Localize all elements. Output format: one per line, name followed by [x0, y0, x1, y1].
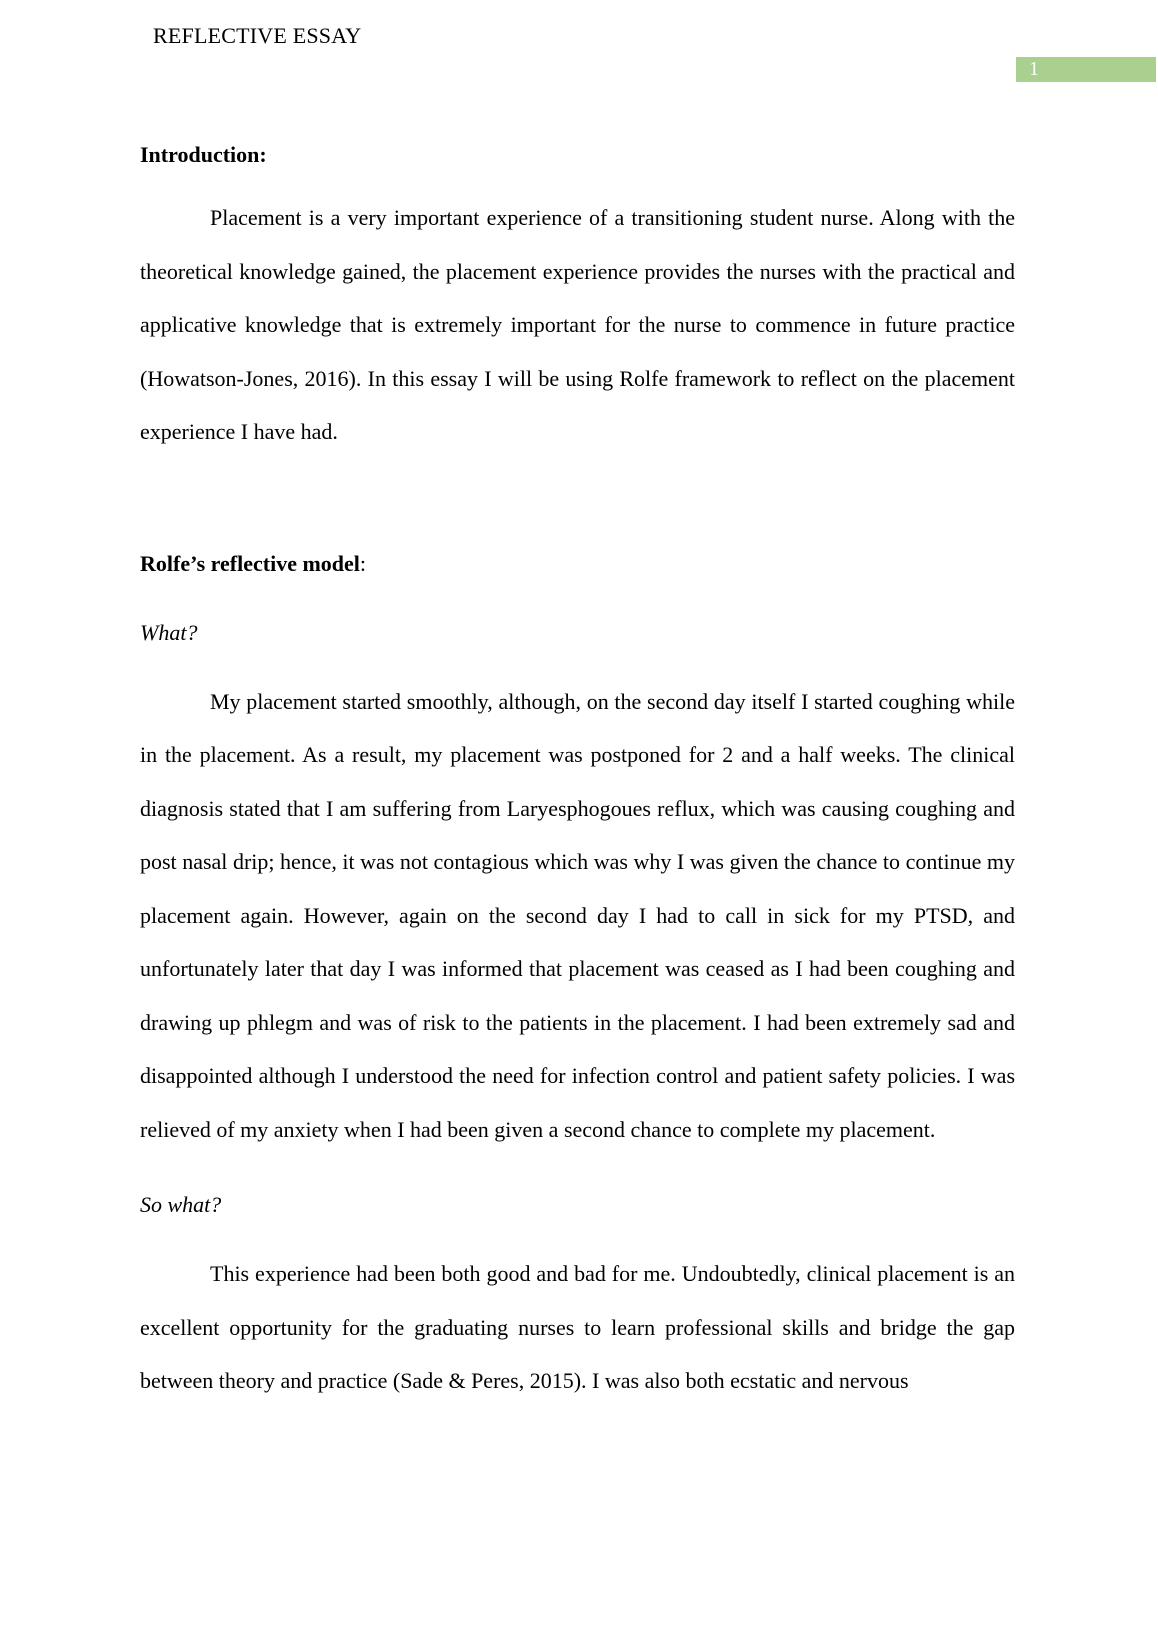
page-number: 1 — [1029, 58, 1039, 80]
running-head: REFLECTIVE ESSAY — [153, 23, 362, 48]
what-subheading: What? — [140, 619, 198, 645]
so-what-subheading: So what? — [140, 1192, 222, 1217]
introduction-heading: Introduction: — [140, 142, 267, 167]
document-body — [140, 128, 1015, 1430]
introduction-paragraph: Placement is a very important experience of a transitioning student nurse. Along with the theoretical knowledge gained, the placement experience provides the nurses with the practical and applicative knowledge that is extremely important for the nurse to commence in future practice (Howatson-Jones, 2016). In this essay I will be using Rolfe framework to reflect on the placement experience I have had. — [140, 205, 1015, 444]
rolfe-model-heading-text: Rolfe’s reflective model — [140, 550, 360, 576]
rolfe-model-heading-colon: : — [359, 550, 367, 576]
page-number-bar — [1016, 57, 1156, 82]
what-paragraph: My placement started smoothly, although, on the second day itself I started coughing while in the placement. As a result, my placement was postponed for 2 and a half weeks. The clinical diagnosis stated that I am suffering from Laryesphogoues reflux, which was causing coughing and post nasal drip; hence, it was not contagious which was why I was given the chance to continue my placement again. However, again on the second day I had to call in sick for my PTSD, and unfortunately later that day I was informed that placement was ceased as I had been coughing and drawing up phlegm and was of risk to the patients in the placement. I had been extremely sad and disappointed although I understood the need for infection control and patient safety policies. I was relieved of my anxiety when I had been given a second chance to complete my placement. — [140, 688, 1015, 1142]
so-what-paragraph: This experience had been both good and bad for me. Undoubtedly, clinical placement is an excellent opportunity for the graduating nurses to learn professional skills and bridge the gap between theory and practice (Sade & Peres, 2015). I was also both ecstatic and nervous — [140, 1261, 1015, 1393]
rolfe-model-heading — [140, 537, 1015, 590]
